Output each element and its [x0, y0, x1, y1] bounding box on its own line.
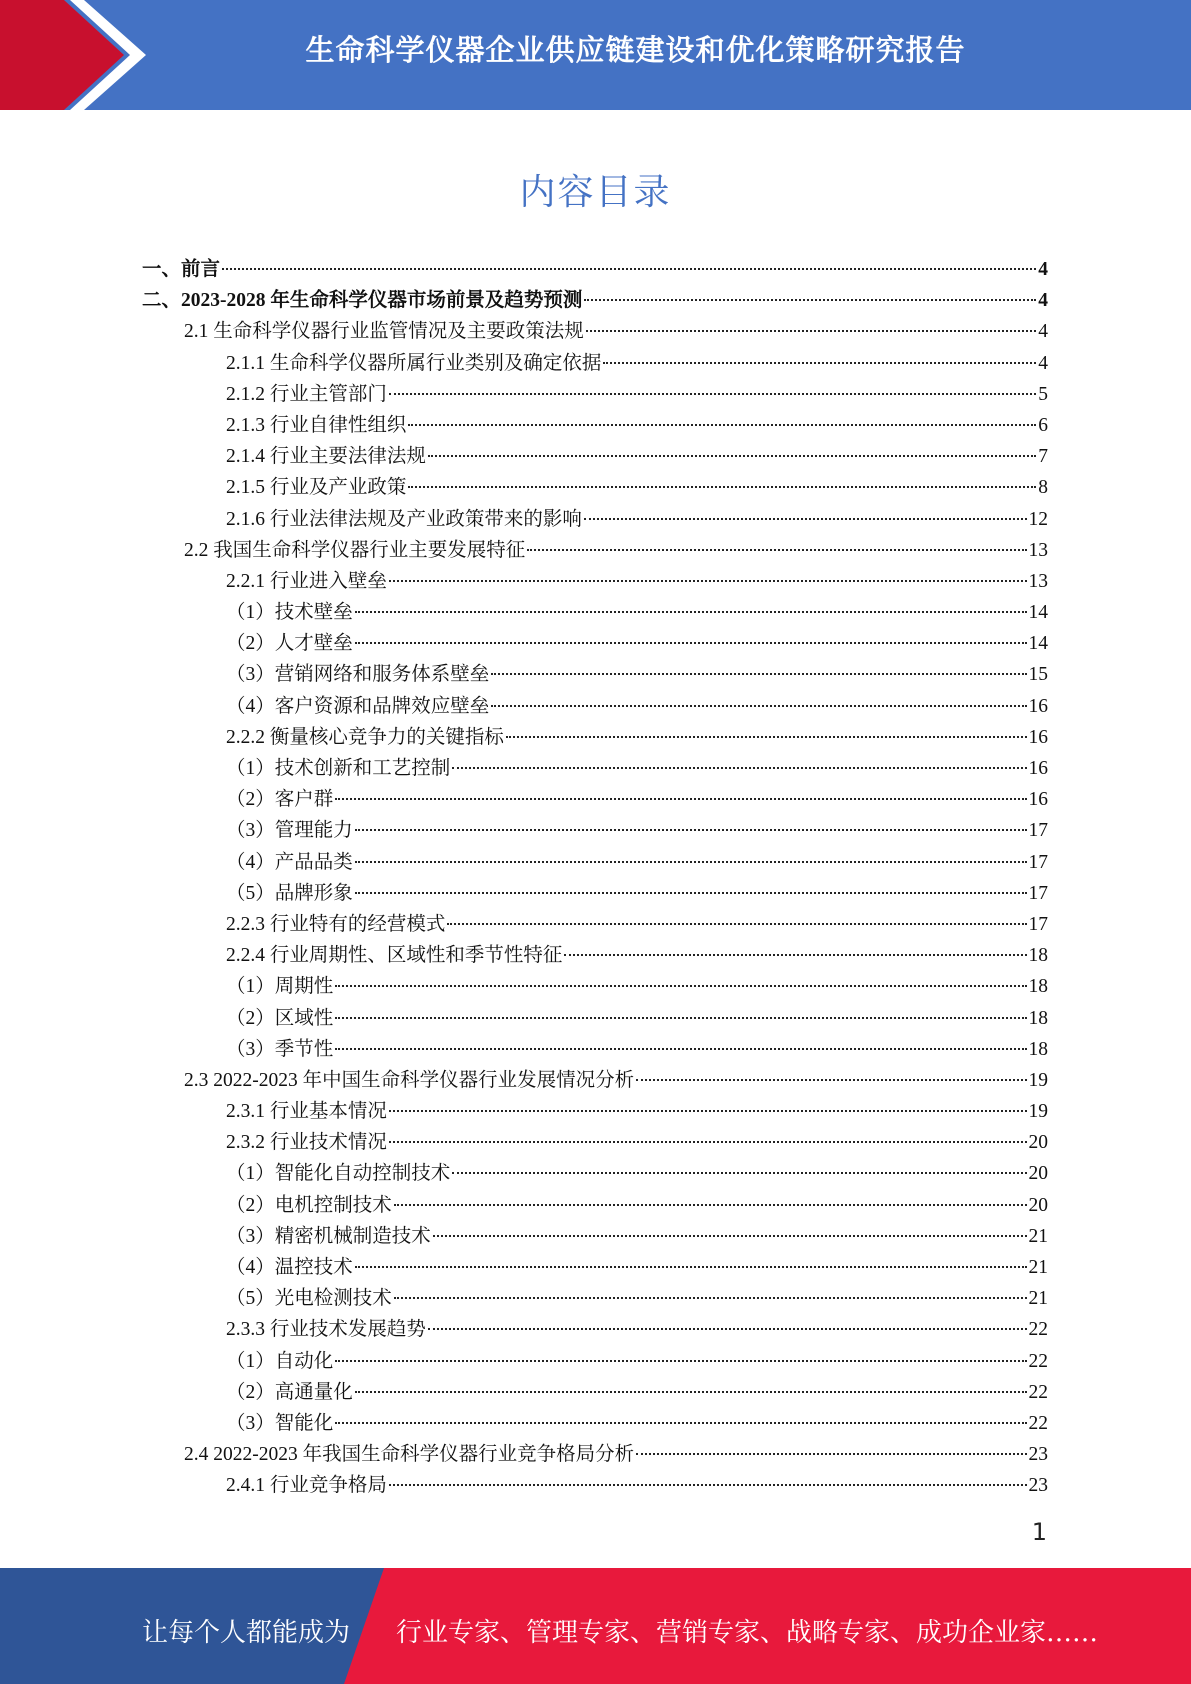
toc-entry-label: 2.2.3 行业特有的经营模式 [226, 913, 446, 935]
toc-entry[interactable] [142, 1127, 1048, 1158]
toc-entry[interactable] [142, 940, 1048, 971]
toc-entry[interactable] [142, 659, 1048, 690]
toc-entry-label: （2）人才壁垒 [226, 633, 353, 655]
toc-leader-dots [527, 549, 1026, 551]
toc-entry-label: 二、2023-2028 年生命科学仪器市场前景及趋势预测 [142, 290, 583, 312]
toc-entry-page: 17 [1028, 882, 1048, 904]
toc-entry-label: 2.1.2 行业主管部门 [226, 383, 387, 405]
toc-entry-label: （1）技术壁垒 [226, 602, 353, 624]
toc-entry-page: 6 [1038, 414, 1048, 436]
toc-entry[interactable] [142, 472, 1048, 503]
header-banner [0, 0, 1191, 110]
toc-leader-dots [355, 1266, 1027, 1268]
toc-entry-label: （3）季节性 [226, 1038, 334, 1060]
toc-entry-label: （4）客户资源和品牌效应壁垒 [226, 695, 490, 717]
toc-entry-label: （2）电机控制技术 [226, 1194, 392, 1216]
toc-entry[interactable] [142, 1065, 1048, 1096]
toc-leader-dots [428, 455, 1036, 457]
toc-leader-dots [335, 1422, 1026, 1424]
toc-leader-dots [584, 299, 1036, 301]
toc-entry-page: 12 [1028, 508, 1048, 530]
toc-entry-label: （5）品牌形象 [226, 882, 353, 904]
toc-entry-label: 2.4.1 行业竞争格局 [226, 1475, 387, 1497]
toc-entry-page: 4 [1038, 352, 1048, 374]
toc-entry[interactable] [142, 691, 1048, 722]
toc-entry[interactable] [142, 566, 1048, 597]
toc-entry-label: 2.2 我国生命科学仪器行业主要发展特征 [184, 539, 526, 561]
toc-leader-dots [452, 1172, 1026, 1174]
toc-entry-page: 20 [1028, 1194, 1048, 1216]
toc-entry-page: 21 [1028, 1225, 1048, 1247]
toc-entry-page: 19 [1028, 1101, 1048, 1123]
toc-entry-page: 4 [1038, 259, 1048, 280]
toc-leader-dots [394, 1204, 1027, 1206]
toc-entry-label: （2）客户群 [226, 789, 334, 811]
toc-leader-dots [636, 1453, 1026, 1455]
footer-banner [0, 1568, 1191, 1684]
toc-leader-dots [491, 673, 1026, 675]
toc-leader-dots [408, 486, 1036, 488]
toc-entry-page: 22 [1028, 1350, 1048, 1372]
toc-title: 内容目录 [519, 172, 672, 213]
toc-entry[interactable] [142, 722, 1048, 753]
toc-entry[interactable] [142, 1221, 1048, 1252]
toc-leader-dots [355, 829, 1027, 831]
toc-entry-page: 5 [1038, 383, 1048, 405]
toc-entry-label: （3）管理能力 [226, 820, 353, 842]
toc-entry[interactable] [142, 1314, 1048, 1345]
toc-leader-dots [335, 1017, 1026, 1019]
toc-entry-page: 13 [1028, 570, 1048, 592]
toc-entry-label: 2.3.3 行业技术发展趋势 [226, 1319, 426, 1341]
toc-leader-dots [452, 767, 1026, 769]
toc-entry[interactable] [142, 847, 1048, 878]
toc-entry[interactable] [142, 784, 1048, 815]
toc-entry[interactable] [142, 348, 1048, 379]
toc-entry-label: 2.3 2022-2023 年中国生命科学仪器行业发展情况分析 [184, 1069, 635, 1091]
footer-slogan-left: 让每个人都能成为 [142, 1618, 351, 1648]
toc-entry[interactable] [142, 316, 1048, 347]
toc-entry-label: （1）周期性 [226, 976, 334, 998]
toc-entry-page: 21 [1028, 1288, 1048, 1310]
toc-leader-dots [564, 954, 1026, 956]
toc-entry-page: 7 [1038, 446, 1048, 468]
toc-entry[interactable] [142, 1034, 1048, 1065]
toc-entry[interactable] [142, 1096, 1048, 1127]
toc-leader-dots [603, 362, 1036, 364]
toc-leader-dots [428, 1328, 1027, 1330]
toc-entry-page: 4 [1038, 321, 1048, 343]
toc-leader-dots [355, 861, 1027, 863]
toc-entry[interactable] [142, 1408, 1048, 1439]
toc-entry-label: 2.2.2 衡量核心竞争力的关键指标 [226, 726, 504, 748]
toc-entry-page: 21 [1028, 1257, 1048, 1278]
footer-slogan-right: 行业专家、管理专家、营销专家、战略专家、成功企业家…… [396, 1618, 1099, 1648]
toc-leader-dots [335, 1048, 1026, 1050]
toc-entry-page: 22 [1028, 1319, 1048, 1341]
toc-entry-page: 16 [1028, 695, 1048, 717]
toc-entry-label: 2.1.6 行业法律法规及产业政策带来的影响 [226, 508, 582, 530]
toc-entry[interactable] [142, 597, 1048, 628]
toc-entry[interactable] [142, 1283, 1048, 1314]
toc-entry[interactable] [142, 1003, 1048, 1034]
toc-entry-label: 2.1.1 生命科学仪器所属行业类别及确定依据 [226, 352, 602, 374]
toc-entry[interactable] [142, 254, 1048, 285]
toc-leader-dots [394, 1297, 1027, 1299]
toc-leader-dots [355, 642, 1027, 644]
toc-leader-dots [491, 705, 1026, 707]
toc-entry-label: （1）技术创新和工艺控制 [226, 758, 451, 779]
toc-entry-label: 2.1.3 行业自律性组织 [226, 414, 407, 436]
toc-leader-dots [389, 1110, 1027, 1112]
toc-entry-page: 18 [1028, 1038, 1048, 1060]
toc-entry-page: 20 [1028, 1132, 1048, 1154]
toc-entry[interactable] [142, 1470, 1048, 1501]
toc-leader-dots [389, 580, 1027, 582]
toc-entry[interactable] [142, 878, 1048, 909]
toc-entry-page: 17 [1028, 851, 1048, 873]
toc-entry[interactable] [142, 753, 1048, 784]
toc-entry[interactable] [142, 410, 1048, 441]
toc-entry-label: 2.1.5 行业及产业政策 [226, 477, 407, 499]
toc-entry-page: 20 [1028, 1163, 1048, 1185]
toc-entry-label: 2.3.2 行业技术情况 [226, 1132, 387, 1154]
toc-entry[interactable] [142, 379, 1048, 410]
toc-entry-label: 2.4 2022-2023 年我国生命科学仪器行业竞争格局分析 [184, 1444, 635, 1466]
toc-entry-page: 17 [1028, 820, 1048, 842]
toc-entry-page: 18 [1028, 976, 1048, 998]
toc-entry[interactable] [142, 285, 1048, 316]
toc-leader-dots [389, 1141, 1027, 1143]
toc-leader-dots [447, 923, 1026, 925]
page-number: 1 [1031, 1518, 1047, 1546]
toc-entry-page: 19 [1028, 1069, 1048, 1091]
toc-entry[interactable] [142, 1158, 1048, 1189]
toc-entry[interactable] [142, 628, 1048, 659]
toc-entry-label: （4）温控技术 [226, 1257, 353, 1278]
toc-entry-label: （3）精密机械制造技术 [226, 1225, 431, 1247]
toc-leader-dots [506, 736, 1027, 738]
toc-entry-label: （4）产品品类 [226, 851, 353, 873]
toc-entry[interactable] [142, 1190, 1048, 1221]
toc-entry-page: 16 [1028, 758, 1048, 779]
toc-entry-label: 2.1 生命科学仪器行业监管情况及主要政策法规 [184, 321, 584, 343]
toc-entry-page: 13 [1028, 539, 1048, 561]
toc-entry[interactable] [142, 815, 1048, 846]
toc-entry-label: （3）营销网络和服务体系壁垒 [226, 664, 490, 686]
toc-leader-dots [355, 611, 1027, 613]
toc-leader-dots [389, 393, 1036, 395]
toc-leader-dots [389, 1484, 1027, 1486]
toc-entry-page: 15 [1028, 664, 1048, 686]
toc-entry-label: （5）光电检测技术 [226, 1288, 392, 1310]
toc-entry-label: （3）智能化 [226, 1412, 334, 1434]
toc-entry[interactable] [142, 1439, 1048, 1470]
toc-entry-label: （2）高通量化 [226, 1381, 353, 1403]
toc-entry[interactable] [142, 1252, 1048, 1283]
table-of-contents [142, 254, 1048, 1502]
toc-entry-page: 18 [1028, 945, 1048, 967]
toc-entry-label: 2.2.4 行业周期性、区域性和季节性特征 [226, 945, 563, 967]
toc-entry-page: 14 [1028, 602, 1048, 624]
toc-entry-page: 23 [1028, 1444, 1048, 1466]
toc-leader-dots [222, 268, 1036, 270]
toc-entry-label: （1）智能化自动控制技术 [226, 1163, 451, 1185]
report-title: 生命科学仪器企业供应链建设和优化策略研究报告 [305, 33, 966, 67]
toc-entry[interactable] [142, 535, 1048, 566]
toc-leader-dots [586, 330, 1036, 332]
toc-entry-page: 22 [1028, 1412, 1048, 1434]
toc-leader-dots [355, 1391, 1027, 1393]
toc-leader-dots [584, 518, 1027, 520]
toc-entry-label: （1）自动化 [226, 1350, 334, 1372]
toc-entry-page: 17 [1028, 913, 1048, 935]
toc-leader-dots [636, 1079, 1026, 1081]
toc-entry-page: 4 [1038, 290, 1048, 312]
toc-entry-page: 23 [1028, 1475, 1048, 1497]
toc-entry-page: 16 [1028, 789, 1048, 811]
toc-entry-label: 2.1.4 行业主要法律法规 [226, 446, 426, 468]
toc-entry[interactable] [142, 971, 1048, 1002]
toc-entry-label: 一、前言 [142, 259, 221, 280]
toc-entry-page: 18 [1028, 1007, 1048, 1029]
toc-entry[interactable] [142, 909, 1048, 940]
toc-leader-dots [433, 1235, 1027, 1237]
toc-entry[interactable] [142, 1346, 1048, 1377]
toc-entry-page: 14 [1028, 633, 1048, 655]
toc-entry-label: （2）区域性 [226, 1007, 334, 1029]
toc-leader-dots [335, 985, 1026, 987]
toc-entry[interactable] [142, 1377, 1048, 1408]
toc-leader-dots [408, 424, 1036, 426]
toc-entry[interactable] [142, 504, 1048, 535]
toc-leader-dots [335, 798, 1026, 800]
toc-entry-label: 2.3.1 行业基本情况 [226, 1101, 387, 1123]
toc-leader-dots [335, 1360, 1026, 1362]
toc-entry-page: 8 [1038, 477, 1048, 499]
toc-entry-page: 16 [1028, 726, 1048, 748]
toc-entry[interactable] [142, 441, 1048, 472]
toc-entry-page: 22 [1028, 1381, 1048, 1403]
chevron-decoration [0, 0, 160, 110]
toc-entry-label: 2.2.1 行业进入壁垒 [226, 570, 387, 592]
toc-leader-dots [355, 892, 1027, 894]
